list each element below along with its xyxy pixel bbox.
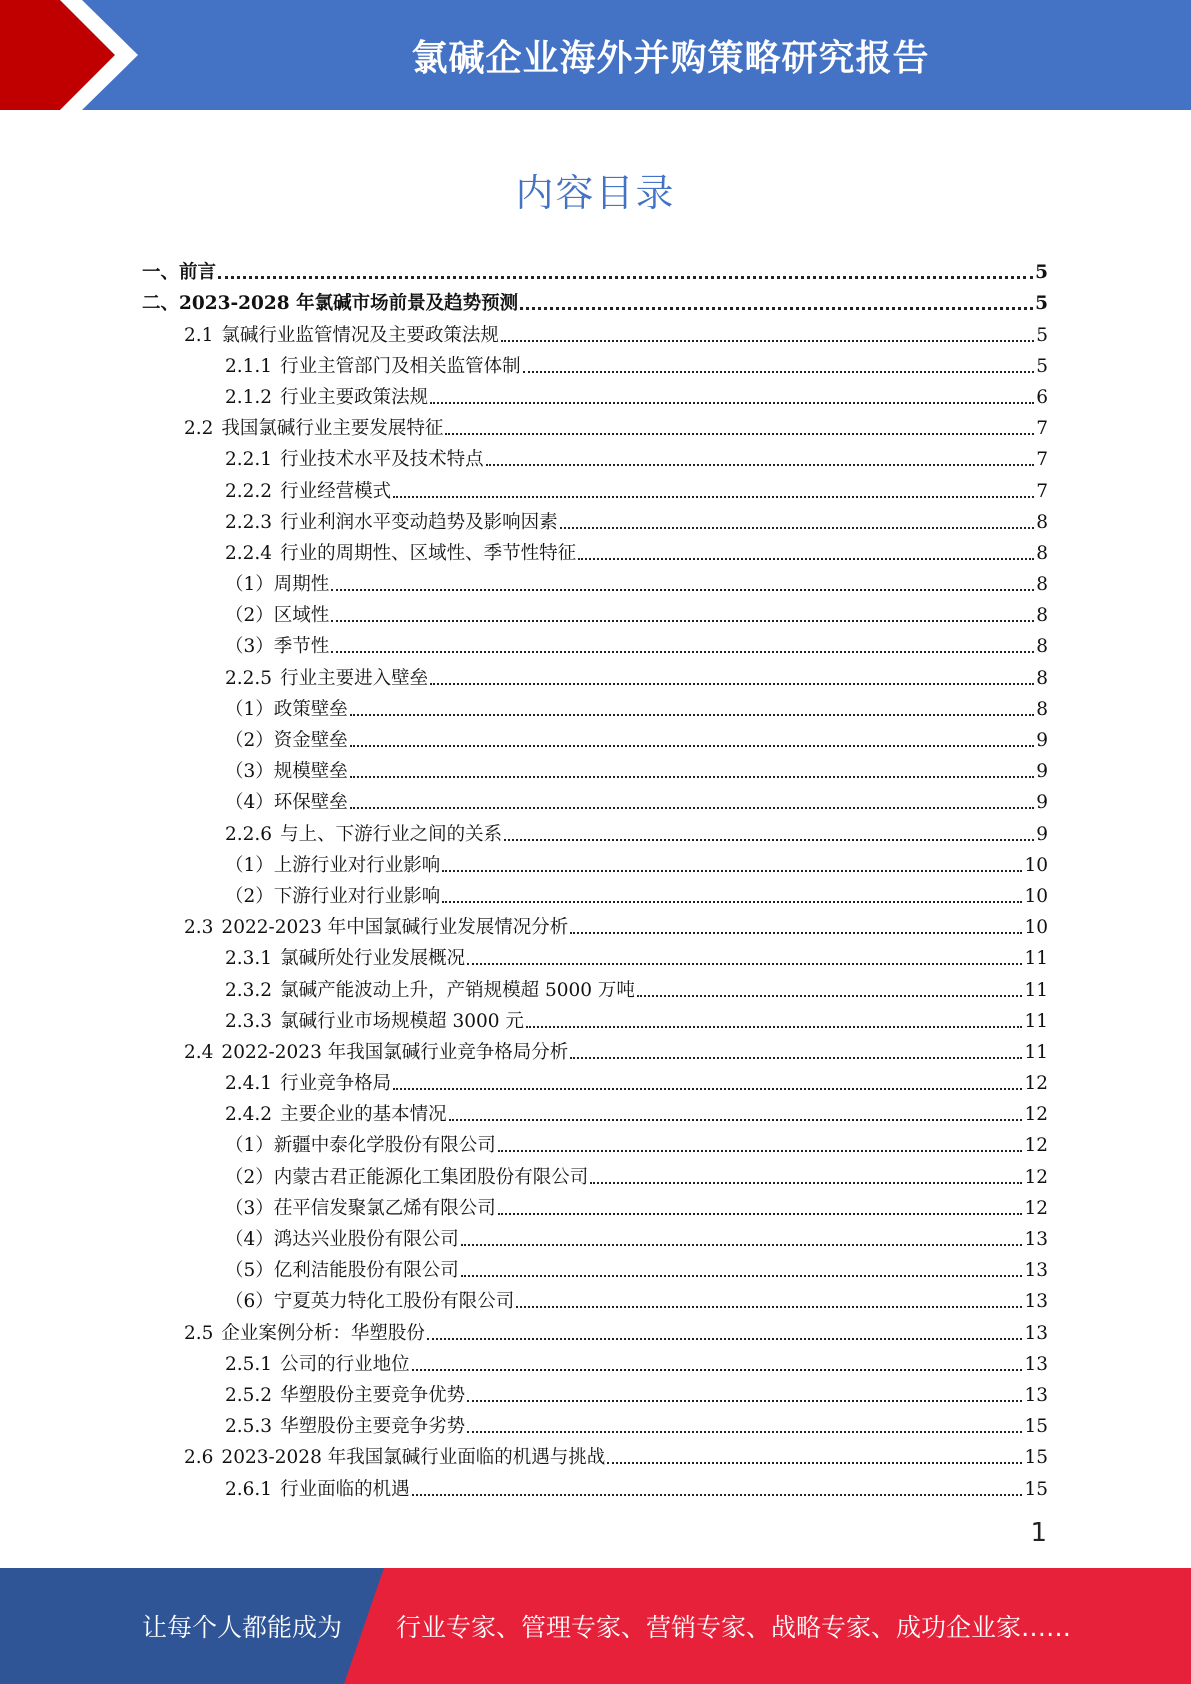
toc-entry-page: 13 <box>1024 1291 1048 1313</box>
toc-leader-dots <box>467 963 1022 965</box>
toc-entry-number: （4） <box>225 792 274 814</box>
toc-leader-dots <box>560 527 1035 529</box>
toc-entry-number: 2.5.2 <box>225 1384 273 1406</box>
toc-entry[interactable] <box>142 596 1048 627</box>
report-title: 氯碱企业海外并购策略研究报告 <box>411 37 930 79</box>
toc-entry-number: 2.2 <box>184 418 214 440</box>
toc-entry-page: 9 <box>1036 823 1048 845</box>
toc-entry[interactable] <box>142 347 1048 378</box>
toc-entry-page: 11 <box>1024 1010 1048 1032</box>
toc-leader-dots <box>578 558 1034 560</box>
toc-entry-title: 行业经营模式 <box>280 480 392 502</box>
toc-entry[interactable] <box>142 1126 1048 1157</box>
toc-entry-page: 5 <box>1035 262 1048 284</box>
toc-entry-number: 2.1.1 <box>225 355 273 377</box>
toc-entry-page: 10 <box>1024 917 1048 939</box>
toc-entry-number: 2.6.1 <box>225 1478 273 1500</box>
toc-entry[interactable] <box>142 721 1048 752</box>
toc-entry[interactable] <box>142 1157 1048 1188</box>
toc-entry-page: 8 <box>1036 636 1048 658</box>
header-banner <box>0 0 1191 110</box>
toc-entry-title: 行业主管部门及相关监管体制 <box>280 355 521 377</box>
toc-entry-page: 12 <box>1024 1166 1048 1188</box>
toc-entry-number: 2.3.1 <box>225 948 273 970</box>
toc-entry-number: 2.2.3 <box>225 511 273 533</box>
toc-entry-page: 12 <box>1024 1135 1048 1157</box>
toc-entry-number: （3） <box>225 1197 274 1219</box>
toc-leader-dots <box>461 1244 1023 1246</box>
toc-leader-dots <box>350 776 1034 778</box>
footer-slogan-right: 行业专家、管理专家、营销专家、战略专家、成功企业家…… <box>396 1613 1072 1642</box>
toc-entry-title: 宁夏英力特化工股份有限公司 <box>273 1291 515 1313</box>
toc-entry-title: 企业案例分析：华塑股份 <box>221 1322 425 1344</box>
toc-leader-dots <box>607 1462 1022 1464</box>
toc-entry[interactable] <box>142 409 1048 440</box>
toc-entry-title: 区域性 <box>273 605 330 627</box>
toc-leader-dots <box>430 683 1034 685</box>
toc-entry-number: （4） <box>225 1229 274 1250</box>
toc-entry[interactable] <box>142 1064 1048 1095</box>
toc-entry-page: 15 <box>1024 1447 1048 1469</box>
toc-entry[interactable] <box>142 378 1048 409</box>
toc-entry[interactable] <box>142 471 1048 502</box>
page-number: 1 <box>1030 1518 1047 1548</box>
toc-entry[interactable] <box>142 1095 1048 1126</box>
toc-entry[interactable] <box>142 284 1048 315</box>
toc-entry-number: 2.5 <box>184 1322 214 1344</box>
toc-entry-page: 13 <box>1024 1322 1048 1344</box>
toc-entry-title: 上游行业对行业影响 <box>273 854 441 876</box>
toc-leader-dots <box>467 1431 1022 1433</box>
toc-leader-dots <box>498 1150 1023 1152</box>
toc-leader-dots <box>637 995 1023 997</box>
toc-entry[interactable] <box>142 253 1048 284</box>
toc-entry-number: （1） <box>225 574 274 596</box>
toc-entry[interactable] <box>142 1033 1048 1064</box>
toc-entry-title: 2023-2028 年我国氯碱行业面临的机遇与挑战 <box>221 1447 606 1469</box>
toc-entry-number: （2） <box>225 1166 274 1188</box>
toc-entry[interactable] <box>142 939 1048 970</box>
toc-leader-dots <box>430 402 1034 404</box>
toc-leader-dots <box>218 276 1033 279</box>
toc-entry-number: 2.3.3 <box>225 1010 273 1032</box>
toc-entry-number: 2.4.1 <box>225 1073 273 1095</box>
toc-entry[interactable] <box>142 627 1048 658</box>
toc-leader-dots <box>442 901 1022 903</box>
toc-leader-dots <box>570 932 1022 934</box>
chevron-arrow-icon <box>0 0 150 110</box>
toc-entry-title: 亿利洁能股份有限公司 <box>273 1260 459 1282</box>
toc-leader-dots <box>350 745 1034 747</box>
toc-leader-dots <box>461 1275 1023 1277</box>
toc-leader-dots <box>393 1088 1022 1090</box>
toc-entry-title: 政策壁垒 <box>273 698 348 720</box>
toc-entry-page: 8 <box>1036 698 1048 720</box>
toc-entry[interactable] <box>142 752 1048 783</box>
toc-entry-title: 氯碱行业监管情况及主要政策法规 <box>221 324 499 346</box>
toc-entry-page: 7 <box>1036 449 1048 471</box>
toc-entry-number: 2.2.1 <box>225 449 273 471</box>
toc-leader-dots <box>498 1213 1023 1215</box>
toc-entry-number: 2.2.4 <box>225 542 273 564</box>
toc-leader-dots <box>520 307 1033 310</box>
toc-entry-number: 2.1.2 <box>225 386 273 408</box>
toc-entry[interactable] <box>142 1282 1048 1313</box>
toc-entry[interactable] <box>142 1189 1048 1220</box>
toc-entry-title: 与上、下游行业之间的关系 <box>280 823 503 845</box>
table-of-contents <box>142 253 1048 1501</box>
toc-leader-dots <box>442 870 1022 872</box>
footer-slogan-left: 让每个人都能成为 <box>142 1613 343 1642</box>
toc-entry-page: 8 <box>1036 511 1048 533</box>
toc-entry-title: 公司的行业地位 <box>280 1353 410 1375</box>
toc-entry-page: 5 <box>1035 293 1048 315</box>
toc-entry-page: 12 <box>1024 1104 1048 1126</box>
toc-entry[interactable] <box>142 503 1048 534</box>
toc-entry-page: 7 <box>1036 480 1048 502</box>
toc-entry-title: 季节性 <box>273 636 330 658</box>
toc-entry-page: 8 <box>1036 667 1048 689</box>
toc-entry-title: 新疆中泰化学股份有限公司 <box>273 1135 496 1157</box>
toc-leader-dots <box>590 1182 1022 1184</box>
toc-entry-number: （2） <box>225 605 274 627</box>
toc-entry-page: 11 <box>1024 948 1048 970</box>
toc-entry-number: 2.4.2 <box>225 1104 273 1126</box>
toc-entry[interactable] <box>142 1407 1048 1438</box>
toc-entry-title: 氯碱所处行业发展概况 <box>280 948 466 970</box>
toc-entry-page: 12 <box>1024 1073 1048 1095</box>
toc-entry-number: 2.1 <box>184 324 214 346</box>
toc-entry[interactable] <box>142 658 1048 689</box>
toc-leader-dots <box>331 620 1034 622</box>
toc-entry-page: 13 <box>1024 1384 1048 1406</box>
toc-entry-number: 2.3 <box>184 917 214 939</box>
toc-entry-number: （2） <box>225 885 274 907</box>
toc-heading: 内容目录 <box>515 171 676 215</box>
toc-entry-title: 资金壁垒 <box>273 730 348 751</box>
toc-entry[interactable] <box>142 1313 1048 1344</box>
toc-leader-dots <box>501 340 1034 342</box>
toc-entry-title: 行业面临的机遇 <box>280 1478 410 1500</box>
toc-entry[interactable] <box>142 783 1048 814</box>
toc-entry-title: 2023-2028 年氯碱市场前景及趋势预测 <box>179 293 519 315</box>
toc-entry[interactable] <box>142 565 1048 596</box>
toc-leader-dots <box>516 1306 1022 1308</box>
toc-entry-page: 12 <box>1024 1197 1048 1219</box>
toc-entry-number: 一、 <box>142 262 180 284</box>
toc-leader-dots <box>570 1057 1022 1059</box>
toc-entry-title: 下游行业对行业影响 <box>273 885 441 907</box>
toc-leader-dots <box>350 807 1034 809</box>
toc-leader-dots <box>331 651 1034 653</box>
toc-entry-title: 主要企业的基本情况 <box>280 1104 447 1126</box>
toc-entry[interactable] <box>142 1376 1048 1407</box>
toc-leader-dots <box>445 433 1034 435</box>
toc-entry-title: 内蒙古君正能源化工集团股份有限公司 <box>273 1166 589 1188</box>
toc-entry-number: （3） <box>225 761 274 783</box>
toc-entry-title: 行业竞争格局 <box>280 1073 392 1095</box>
toc-entry-page: 7 <box>1036 418 1048 440</box>
toc-entry-number: 2.2.2 <box>225 480 273 502</box>
toc-leader-dots <box>393 496 1034 498</box>
toc-entry-title: 行业的周期性、区域性、季节性特征 <box>280 542 577 564</box>
toc-entry-title: 氯碱行业市场规模超 3000 元 <box>280 1010 524 1032</box>
toc-entry-page: 10 <box>1024 854 1048 876</box>
toc-entry-number: 2.4 <box>184 1041 214 1063</box>
toc-entry-page: 5 <box>1036 355 1048 377</box>
toc-leader-dots <box>523 371 1035 373</box>
toc-entry-title: 行业主要进入壁垒 <box>280 667 429 689</box>
toc-entry-title: 规模壁垒 <box>273 761 348 783</box>
toc-entry-title: 鸿达兴业股份有限公司 <box>273 1229 459 1250</box>
toc-entry[interactable] <box>142 315 1048 346</box>
toc-entry[interactable] <box>142 690 1048 721</box>
toc-entry-number: 2.2.6 <box>225 823 273 845</box>
toc-entry-title: 氯碱产能波动上升，产销规模超 5000 万吨 <box>280 979 635 1001</box>
toc-entry[interactable] <box>142 440 1048 471</box>
toc-entry[interactable] <box>142 814 1048 845</box>
toc-entry-number: （1） <box>225 854 274 876</box>
toc-entry-page: 5 <box>1036 324 1048 346</box>
toc-entry[interactable] <box>142 1345 1048 1376</box>
toc-entry-page: 13 <box>1024 1353 1048 1375</box>
toc-entry-page: 9 <box>1036 761 1048 783</box>
toc-entry[interactable] <box>142 1469 1048 1500</box>
toc-entry-number: （1） <box>225 698 274 720</box>
toc-entry-page: 11 <box>1024 979 1048 1001</box>
toc-leader-dots <box>331 589 1034 591</box>
toc-entry-title: 行业技术水平及技术特点 <box>280 449 484 471</box>
toc-entry-page: 6 <box>1036 386 1048 408</box>
toc-entry[interactable] <box>142 970 1048 1001</box>
toc-leader-dots <box>412 1494 1023 1496</box>
toc-entry-title: 环保壁垒 <box>273 792 348 814</box>
toc-entry-number: 2.2.5 <box>225 667 273 689</box>
toc-entry-number: （6） <box>225 1291 274 1313</box>
toc-entry-title: 2022-2023 年我国氯碱行业竞争格局分析 <box>221 1041 569 1063</box>
toc-leader-dots <box>504 839 1034 841</box>
toc-entry-page: 9 <box>1036 792 1048 814</box>
toc-entry[interactable] <box>142 1251 1048 1282</box>
toc-entry-title: 行业利润水平变动趋势及影响因素 <box>280 511 558 533</box>
toc-leader-dots <box>526 1026 1023 1028</box>
footer-banner <box>0 1568 1191 1684</box>
toc-entry[interactable] <box>142 908 1048 939</box>
toc-entry[interactable] <box>142 534 1048 565</box>
toc-entry-title: 华塑股份主要竞争劣势 <box>280 1416 466 1438</box>
toc-entry-number: （2） <box>225 730 274 751</box>
toc-entry[interactable] <box>142 877 1048 908</box>
toc-entry-title: 行业主要政策法规 <box>280 386 429 408</box>
toc-entry-number: （5） <box>225 1260 274 1282</box>
toc-entry-number: （1） <box>225 1135 274 1157</box>
toc-entry-page: 10 <box>1024 885 1048 907</box>
toc-entry-page: 8 <box>1036 542 1048 564</box>
toc-entry-title: 华塑股份主要竞争优势 <box>280 1384 466 1406</box>
toc-leader-dots <box>350 714 1034 716</box>
toc-entry-number: （3） <box>225 636 274 658</box>
toc-entry-title: 前言 <box>179 262 217 284</box>
toc-entry-title: 茌平信发聚氯乙烯有限公司 <box>273 1197 496 1219</box>
toc-entry-title: 2022-2023 年中国氯碱行业发展情况分析 <box>221 917 569 939</box>
toc-entry-number: 2.5.3 <box>225 1416 273 1438</box>
toc-entry-title: 我国氯碱行业主要发展特征 <box>221 418 444 440</box>
toc-leader-dots <box>486 464 1035 466</box>
toc-entry[interactable] <box>142 1220 1048 1251</box>
toc-entry-number: 2.3.2 <box>225 979 273 1001</box>
toc-leader-dots <box>467 1400 1022 1402</box>
toc-entry-number: 2.5.1 <box>225 1353 273 1375</box>
toc-leader-dots <box>412 1369 1023 1371</box>
toc-leader-dots <box>427 1338 1023 1340</box>
toc-entry[interactable] <box>142 1002 1048 1033</box>
toc-entry-number: 二、 <box>142 293 180 315</box>
toc-entry-page: 9 <box>1036 730 1048 751</box>
toc-entry-title: 周期性 <box>273 574 330 596</box>
toc-entry-page: 8 <box>1036 574 1048 596</box>
toc-entry-page: 8 <box>1036 605 1048 627</box>
toc-entry-page: 13 <box>1024 1260 1048 1282</box>
toc-entry-number: 2.6 <box>184 1447 214 1469</box>
toc-entry-page: 13 <box>1024 1229 1048 1250</box>
toc-entry[interactable] <box>142 846 1048 877</box>
toc-entry-page: 15 <box>1024 1416 1048 1438</box>
toc-entry-page: 15 <box>1024 1478 1048 1500</box>
toc-entry-page: 11 <box>1024 1041 1048 1063</box>
toc-leader-dots <box>449 1119 1023 1121</box>
toc-entry[interactable] <box>142 1438 1048 1469</box>
